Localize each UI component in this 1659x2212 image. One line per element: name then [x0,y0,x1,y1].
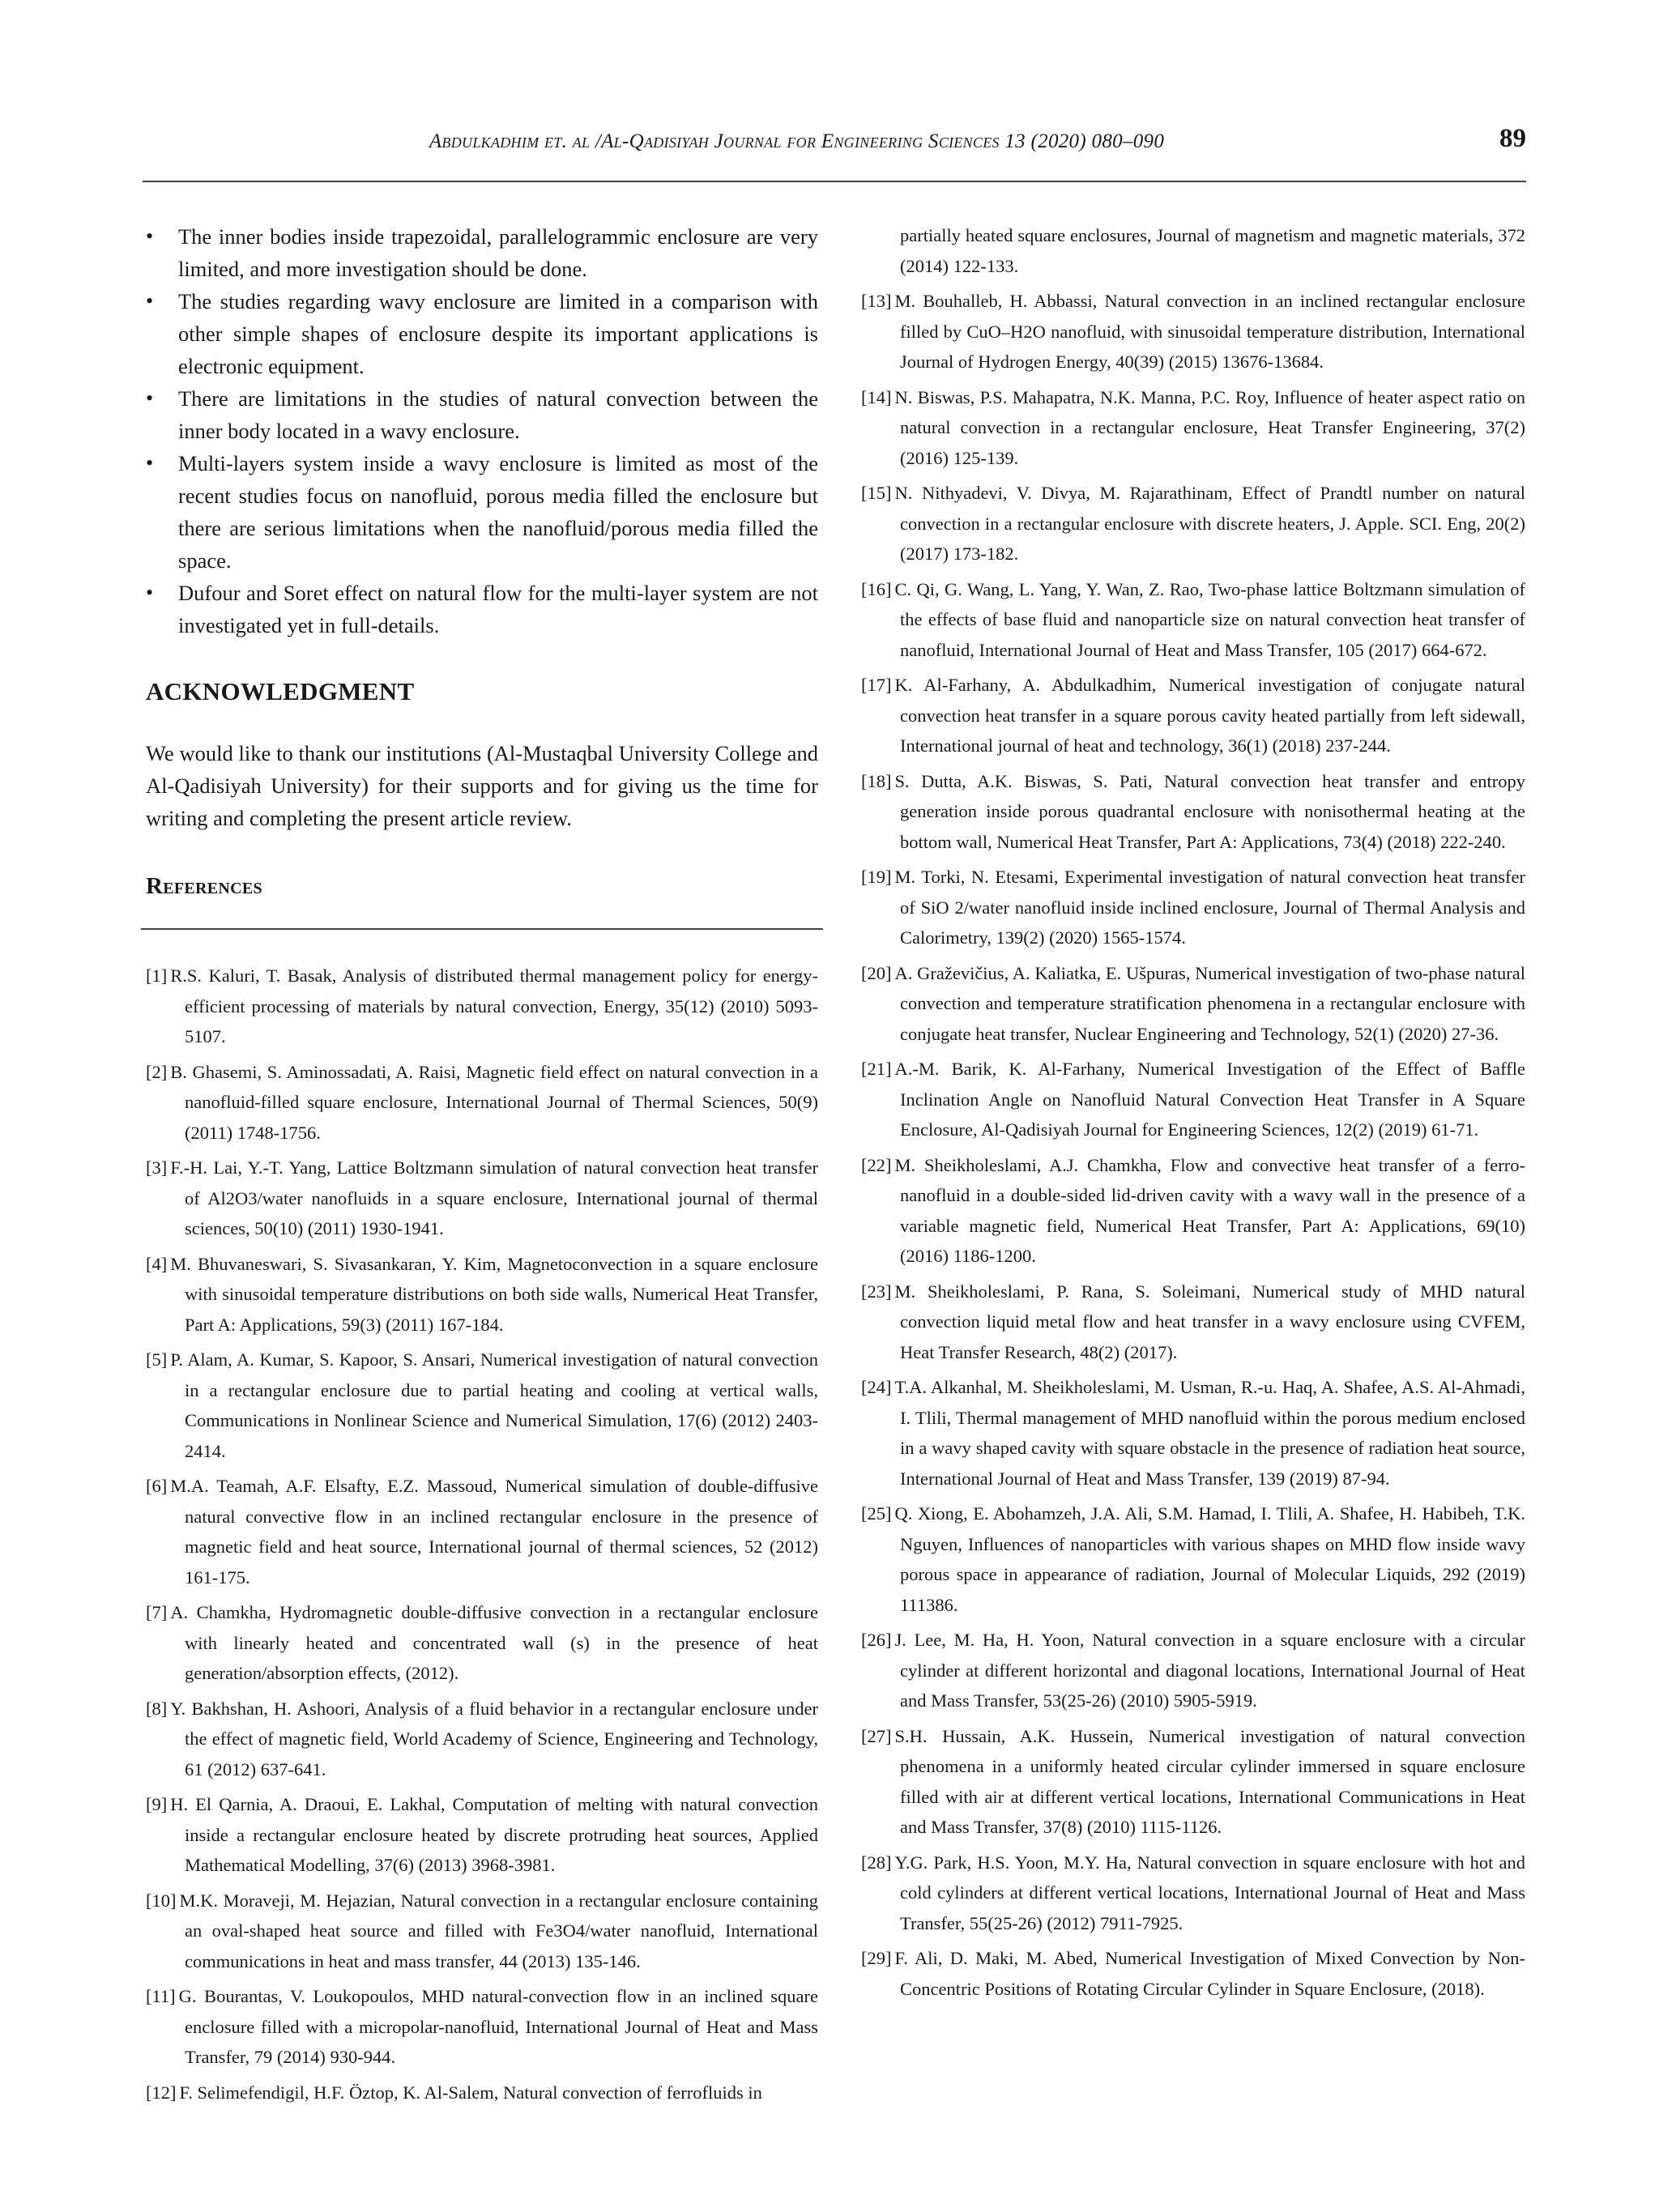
bullet-item [146,382,818,447]
left-column [146,220,818,2112]
acknowledgment-paragraph: We would like to thank our institutions (Al-Mustaqbal University College and Al-Qadisiyah University) for their supports and for giving us the time for writing and completing the present article review. [146,741,818,830]
running-header [143,126,1526,166]
reference-item: [24] T.A. Alkanhal, M. Sheikholeslami, M. Usman, R.-u. Haq, A. Shafee, A.S. Al-Ahmadi, I. Tlili, Thermal management of MHD nanofluid within the porous medium enclosed in a wavy shaped cavity with square obstacle in the presence of radiation heat source, International Journal of Heat and Mass Transfer, 139 (2019) 87-94. [861,1377,1525,1489]
reference-item: [26] J. Lee, M. Ha, H. Yoon, Natural convection in a square enclosure with a circular cylinder at different horizontal and diagonal locations, International Journal of Heat and Mass Transfer, 53(25-26) (2010) 5905-5919. [861,1630,1525,1711]
right-column [861,220,1525,2009]
references-heading: References [146,873,262,899]
conclusion-bullet-list [146,220,818,641]
reference-item: [5] P. Alam, A. Kumar, S. Kapoor, S. Ansari, Numerical investigation of natural convection in a rectangular enclosure due to partial heating and cooling at vertical walls, Communications in Nonlinear Science and Numerical Simulation, 17(6) (2012) 2403-2414. [146,1349,818,1461]
bullet-item [146,220,818,285]
reference-list-left [146,961,818,2108]
reference-item: [16] C. Qi, G. Wang, L. Yang, Y. Wan, Z. Rao, Two-phase lattice Boltzmann simulation of the effects of base fluid and nanoparticle size on natural convection heat transfer of nanofluid, International Journal of Heat and Mass Transfer, 105 (2017) 664-672. [861,578,1525,660]
bullet-text: Dufour and Soret effect on natural flow for the multi-layer system are not investigated yet in full-details. [178,581,818,637]
bullet-text: The studies regarding wavy enclosure are limited in a comparison with other simple shapes of enclosure despite its important applications is electronic equipment. [178,289,818,378]
reference-item: [3] F.-H. Lai, Y.-T. Yang, Lattice Boltzmann simulation of natural convection heat transfer of Al2O3/water nanofluids in a square enclosure, International journal of thermal sciences, 50(10) (2011) 1930-1941. [146,1157,818,1238]
reference-item: [28] Y.G. Park, H.S. Yoon, M.Y. Ha, Natural convection in square enclosure with hot and cold cylinders at different vertical locations, International Journal of Heat and Mass Transfer, 55(25-26) (2012) 7911-7925. [861,1852,1525,1933]
bullet-icon: • [146,289,154,313]
bullet-icon: • [146,451,154,475]
reference-item: [2] B. Ghasemi, S. Aminossadati, A. Raisi, Magnetic field effect on natural convection in a nanofluid-filled square enclosure, International Journal of Thermal Sciences, 50(9) (2011) 1748-1756. [146,1061,818,1143]
bullet-text: The inner bodies inside trapezoidal, parallelogrammic enclosure are very limited, and more investigation should be done. [178,224,818,281]
references-divider [141,928,823,930]
bullet-item [146,285,818,382]
bullet-text: There are limitations in the studies of natural convection between the inner body located in a wavy enclosure. [178,386,818,443]
reference-item: [29] F. Ali, D. Maki, M. Abed, Numerical Investigation of Mixed Convection by Non-Concentric Positions of Rotating Circular Cylinder in Square Enclosure, (2018). [861,1948,1525,1999]
reference-item: [1] R.S. Kaluri, T. Basak, Analysis of distributed thermal management policy for energy-efficient processing of materials by natural convection, Energy, 35(12) (2010) 5093-5107. [146,965,818,1046]
reference-item: [13] M. Bouhalleb, H. Abbassi, Natural convection in an inclined rectangular enclosure filled by CuO–H2O nanofluid, with sinusoidal temperature distribution, International Journal of Hydrogen Energy, 40(39) (2015) 13676-13684. [861,291,1525,372]
reference-list-right [861,286,1525,2004]
reference-item: [18] S. Dutta, A.K. Biswas, S. Pati, Natural convection heat transfer and entropy generation inside porous quadrantal enclosure with nonisothermal heating at the bottom wall, Numerical Heat Transfer, Part A: Applications, 73(4) (2018) 222-240. [861,770,1525,852]
reference-item: [27] S.H. Hussain, A.K. Hussein, Numerical investigation of natural convection phenomena in a uniformly heated circular cylinder immersed in square enclosure filled with air at different vertical locations, International Communications in Heat and Mass Transfer, 37(8) (2010) 1115-1126. [861,1725,1525,1837]
bullet-text: Multi-layers system inside a wavy enclosure is limited as most of the recent studies focus on nanofluid, porous media filled the enclosure but there are serious limitations when the nanofluid/porous media filled the space. [178,451,818,573]
reference-item: [23] M. Sheikholeslami, P. Rana, S. Soleimani, Numerical study of MHD natural convection liquid metal flow and heat transfer in a wavy enclosure using CVFEM, Heat Transfer Research, 48(2) (2017). [861,1281,1525,1362]
reference-item: [7] A. Chamkha, Hydromagnetic double-diffusive convection in a rectangular enclosure with linearly heated and concentrated wall (s) in the presence of heat generation/absorption effects, (2012). [146,1602,818,1683]
reference-item: [8] Y. Bakhshan, H. Ashoori, Analysis of a fluid behavior in a rectangular enclosure under the effect of magnetic field, World Academy of Science, Engineering and Technology, 61 (2012) 637-641. [146,1698,818,1779]
reference-item: [19] M. Torki, N. Etesami, Experimental investigation of natural convection heat transfer of SiO 2/water nanofluid inside inclined enclosure, Journal of Thermal Analysis and Calorimetry, 139(2) (2020) 1565-1574. [861,867,1525,948]
header-divider [143,181,1526,182]
reference-item: [17] K. Al-Farhany, A. Abdulkadhim, Numerical investigation of conjugate natural convection heat transfer in a square porous cavity heated partially from left sidewall, International journal of heat and technology, 36(1) (2018) 237-244. [861,675,1525,756]
reference-continuation: partially heated square enclosures, Journal of magnetism and magnetic materials, 372 (2014) 122-133. [900,225,1525,276]
reference-item: [10] M.K. Moraveji, M. Hejazian, Natural convection in a rectangular enclosure containing an oval-shaped heat source and filled with Fe3O4/water nanofluid, International communications in heat and mass transfer, 44 (2013) 135-146. [146,1890,818,1971]
reference-item: [4] M. Bhuvaneswari, S. Sivasankaran, Y. Kim, Magnetoconvection in a square enclosure with sinusoidal temperature distributions on both side walls, Numerical Heat Transfer, Part A: Applications, 59(3) (2011) 167-184. [146,1253,818,1335]
reference-item: [20] A. Graževičius, A. Kaliatka, E. Ušpuras, Numerical investigation of two-phase natural convection and temperature stratification phenomena in a rectangular enclosure with conjugate heat transfer, Nuclear Engineering and Technology, 52(1) (2020) 27-36. [861,962,1525,1044]
bullet-icon: • [146,224,154,248]
reference-item: [6] M.A. Teamah, A.F. Elsafty, E.Z. Massoud, Numerical simulation of double-diffusive natural convective flow in an inclined rectangular enclosure in the presence of magnetic field and heat source, International journal of thermal sciences, 52 (2012) 161-175. [146,1476,818,1588]
reference-item: [11] G. Bourantas, V. Loukopoulos, MHD natural-convection flow in an inclined square enclosure filled with a micropolar-nanofluid, International Journal of Heat and Mass Transfer, 79 (2014) 930-944. [146,1986,818,2067]
reference-item: [21] A.-M. Barik, K. Al-Farhany, Numerical Investigation of the Effect of Baffle Inclination Angle on Nanofluid Natural Convection Heat Transfer in A Square Enclosure, Al-Qadisiyah Journal for Engineering Sciences, 12(2) (2019) 61-71. [861,1059,1525,1140]
reference-item: [15] N. Nithyadevi, V. Divya, M. Rajarathinam, Effect of Prandtl number on natural convection in a rectangular enclosure with discrete heaters, J. Apple. SCI. Eng, 20(2) (2017) 173-182. [861,483,1525,564]
bullet-icon: • [146,386,154,410]
reference-item: [14] N. Biswas, P.S. Mahapatra, N.K. Manna, P.C. Roy, Influence of heater aspect ratio on natural convection in a rectangular enclosure, Heat Transfer Engineering, 37(2) (2016) 125-139. [861,386,1525,468]
acknowledgment-heading: ACKNOWLEDGMENT [146,677,415,705]
reference-item: [12] F. Selimefendigil, H.F. Öztop, K. Al-Salem, Natural convection of ferrofluids in [146,2082,762,2103]
running-title: Abdulkadhim et. al /Al-Qadisiyah Journal for Engineering Sciences 13 (2020) 080–090 [429,130,1165,152]
reference-item: [22] M. Sheikholeslami, A.J. Chamkha, Flow and convective heat transfer of a ferro-nanofluid in a double-sided lid-driven cavity with a wavy wall in the presence of a variable magnetic field, Numerical Heat Transfer, Part A: Applications, 69(10) (2016) 1186-1200. [861,1154,1525,1266]
page-number: 89 [1499,124,1526,153]
bullet-icon: • [146,581,154,604]
bullet-item [146,577,818,641]
reference-item: [25] Q. Xiong, E. Abohamzeh, J.A. Ali, S.M. Hamad, I. Tlili, A. Shafee, H. Habibeh, T.K. Nguyen, Influences of nanoparticles with various shapes on MHD flow inside wavy porous space in appearance of radiation, Journal of Molecular Liquids, 292 (2019) 111386. [861,1503,1525,1615]
reference-item: [9] H. El Qarnia, A. Draoui, E. Lakhal, Computation of melting with natural convection inside a rectangular enclosure heated by discrete protruding heat sources, Applied Mathematical Modelling, 37(6) (2013) 3968-3981. [146,1794,818,1875]
bullet-item [146,447,818,577]
